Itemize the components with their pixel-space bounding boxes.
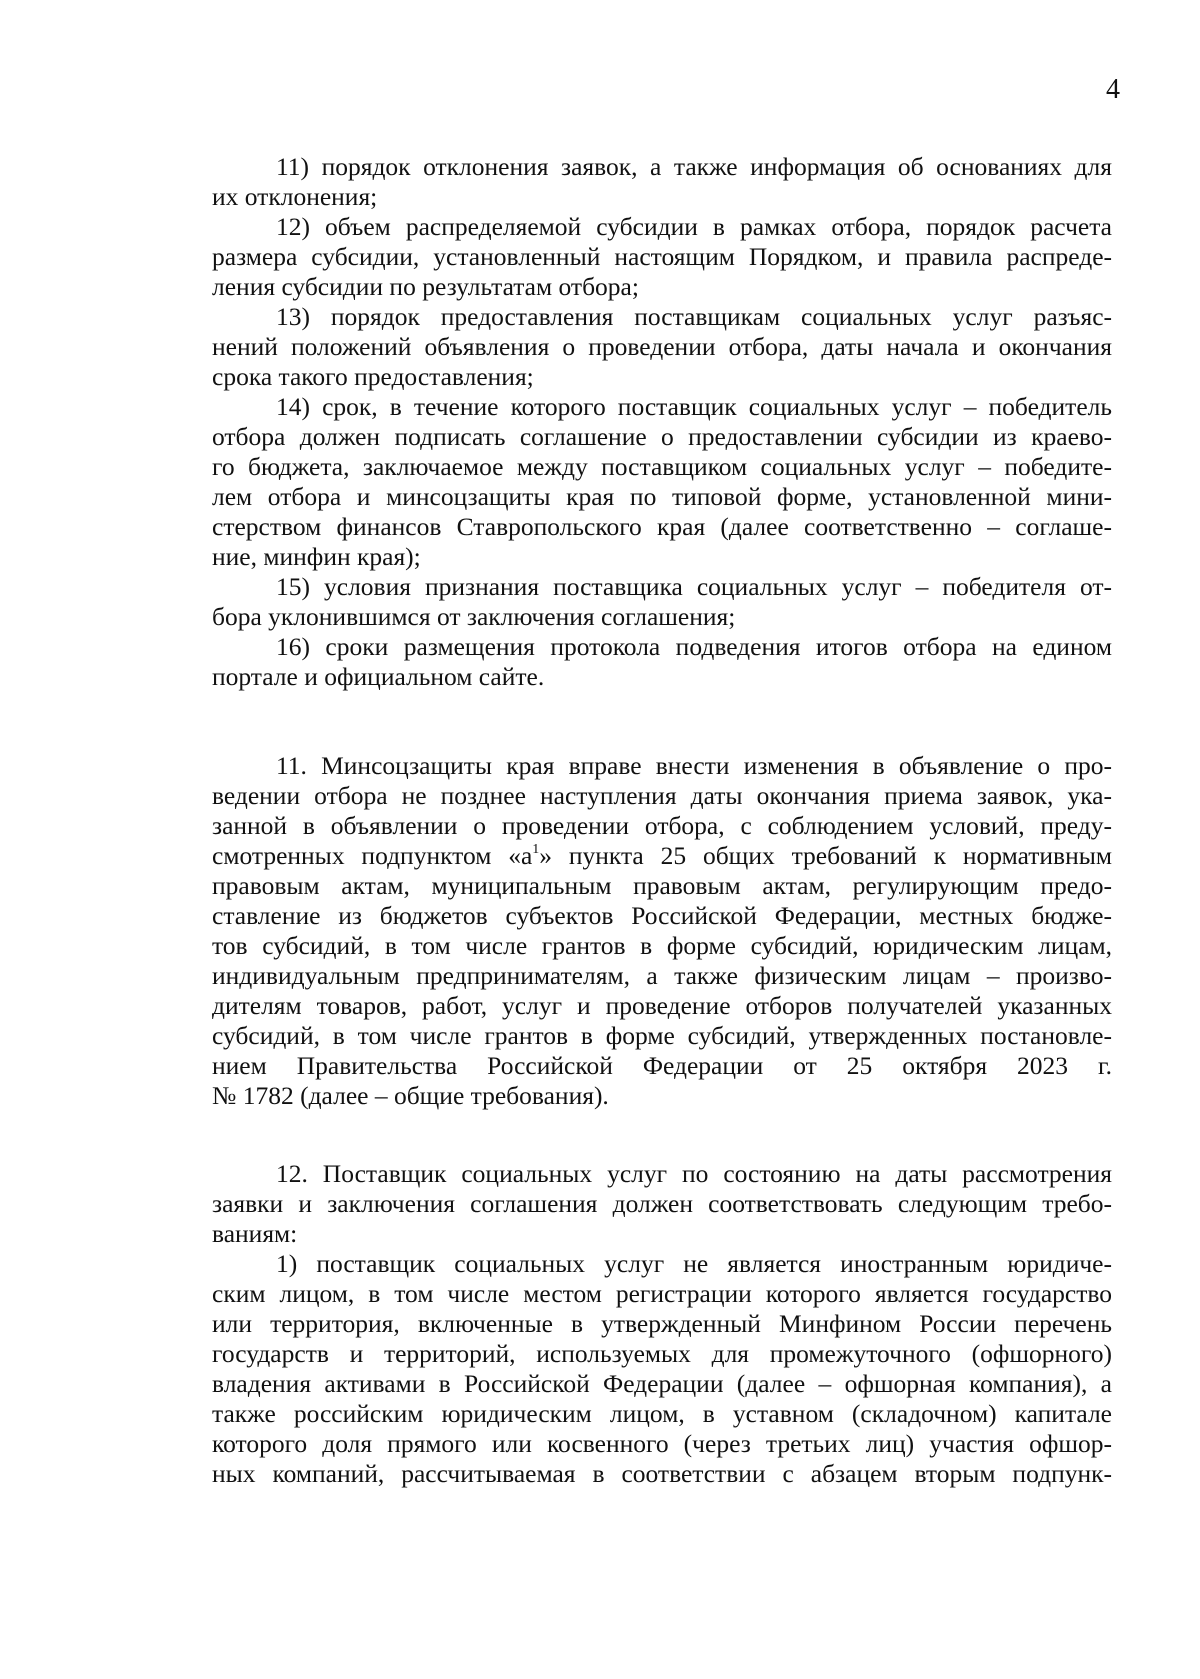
- text-line: го бюджета, заключаемое между поставщиком социальных услуг – победите-: [212, 452, 1112, 481]
- section-list-items: [212, 152, 1112, 692]
- text-line: 12. Поставщик социальных услуг по состоянию на даты рассмотрения: [276, 1159, 1112, 1188]
- text-line: 15) условия признания поставщика социальных услуг – победителя от-: [276, 572, 1112, 601]
- section-clause-11: [212, 751, 1112, 1111]
- text-line: ведении отбора не позднее наступления даты окончания приема заявок, ука-: [212, 781, 1112, 810]
- text-line: размера субсидии, установленный настоящим Порядком, и правила распреде-: [212, 242, 1112, 271]
- text-line: которого доля прямого или косвенного (через третьих лиц) участия офшор-: [212, 1429, 1112, 1458]
- text-line: ления субсидии по результатам отбора;: [212, 272, 639, 301]
- text-line: занной в объявлении о проведении отбора, с соблюдением условий, преду-: [212, 811, 1112, 840]
- text-line: тов субсидий, в том числе грантов в форме субсидий, юридическим лицам,: [212, 931, 1112, 960]
- text-line: или территория, включенные в утвержденный Минфином России перечень: [212, 1309, 1112, 1338]
- text-line: 1) поставщик социальных услуг не является иностранным юридиче-: [276, 1249, 1112, 1278]
- paragraph: [212, 572, 1112, 632]
- text-line: ваниям:: [212, 1219, 298, 1248]
- text-line: ским лицом, в том числе местом регистрации которого является государство: [212, 1279, 1112, 1308]
- text-line: дителям товаров, работ, услуг и проведение отборов получателей указанных: [212, 991, 1112, 1020]
- text-line: владения активами в Российской Федерации (далее – офшорная компания), а: [212, 1369, 1112, 1398]
- paragraph: [212, 212, 1112, 302]
- text-line: нием Правительства Российской Федерации от 25 октября 2023 г.: [212, 1051, 1112, 1080]
- paragraph: [212, 1159, 1112, 1249]
- text-line: 11. Минсоцзащиты края вправе внести изменения в объявление о про-: [276, 751, 1112, 780]
- text-line: их отклонения;: [212, 182, 378, 211]
- text-line: индивидуальным предпринимателям, а также физическим лицам – произво-: [212, 961, 1112, 990]
- paragraph: [212, 392, 1112, 572]
- text-line: также российским юридическим лицом, в уставном (складочном) капитале: [212, 1399, 1112, 1428]
- text-line: лем отбора и минсоцзащиты края по типовой форме, установленной мини-: [212, 482, 1112, 511]
- text-line: субсидий, в том числе грантов в форме субсидий, утвержденных постановле-: [212, 1021, 1112, 1050]
- paragraph: [212, 632, 1112, 692]
- text-line: правовым актам, муниципальным правовым актам, регулирующим предо-: [212, 871, 1112, 900]
- paragraph: [212, 751, 1112, 1111]
- text-line: отбора должен подписать соглашение о предоставлении субсидии из краево-: [212, 422, 1112, 451]
- text-line: 16) сроки размещения протокола подведения итогов отбора на едином: [276, 632, 1112, 661]
- paragraph: [212, 1249, 1112, 1489]
- section-clause-12: [212, 1159, 1112, 1489]
- text-line: нений положений объявления о проведении отбора, даты начала и окончания: [212, 332, 1112, 361]
- text-line: 14) срок, в течение которого поставщик социальных услуг – победитель: [276, 392, 1112, 421]
- text-line: срока такого предоставления;: [212, 362, 534, 391]
- text-line: ставление из бюджетов субъектов Российской Федерации, местных бюдже-: [212, 901, 1112, 930]
- text-line: государств и территорий, используемых для промежуточного (офшорного): [212, 1339, 1112, 1368]
- superscript-mark: 1: [532, 841, 540, 857]
- paragraph: [212, 302, 1112, 392]
- paragraph: [212, 152, 1112, 212]
- text-line: ние, минфин края);: [212, 542, 421, 571]
- text-line: 11) порядок отклонения заявок, а также информация об основаниях для: [276, 152, 1112, 181]
- text-line: смотренных подпунктом «$а^1$» пункта 25 общих требований к нормативным: [212, 841, 1112, 870]
- text-line: № 1782 (далее – общие требования).: [212, 1081, 609, 1110]
- text-line: заявки и заключения соглашения должен соответствовать следующим требо-: [212, 1189, 1112, 1218]
- text-line: ных компаний, рассчитываемая в соответствии с абзацем вторым подпунк-: [212, 1459, 1112, 1488]
- text-line: бора уклонившимся от заключения соглашения;: [212, 602, 736, 631]
- text-line: 13) порядок предоставления поставщикам социальных услуг разъяс-: [276, 302, 1112, 331]
- text-line: стерством финансов Ставропольского края (далее соответственно – соглаше-: [212, 512, 1112, 541]
- text-line: портале и официальном сайте.: [212, 662, 545, 691]
- page-number: 4: [1106, 74, 1120, 105]
- text-line: 12) объем распределяемой субсидии в рамках отбора, порядок расчета: [276, 212, 1112, 241]
